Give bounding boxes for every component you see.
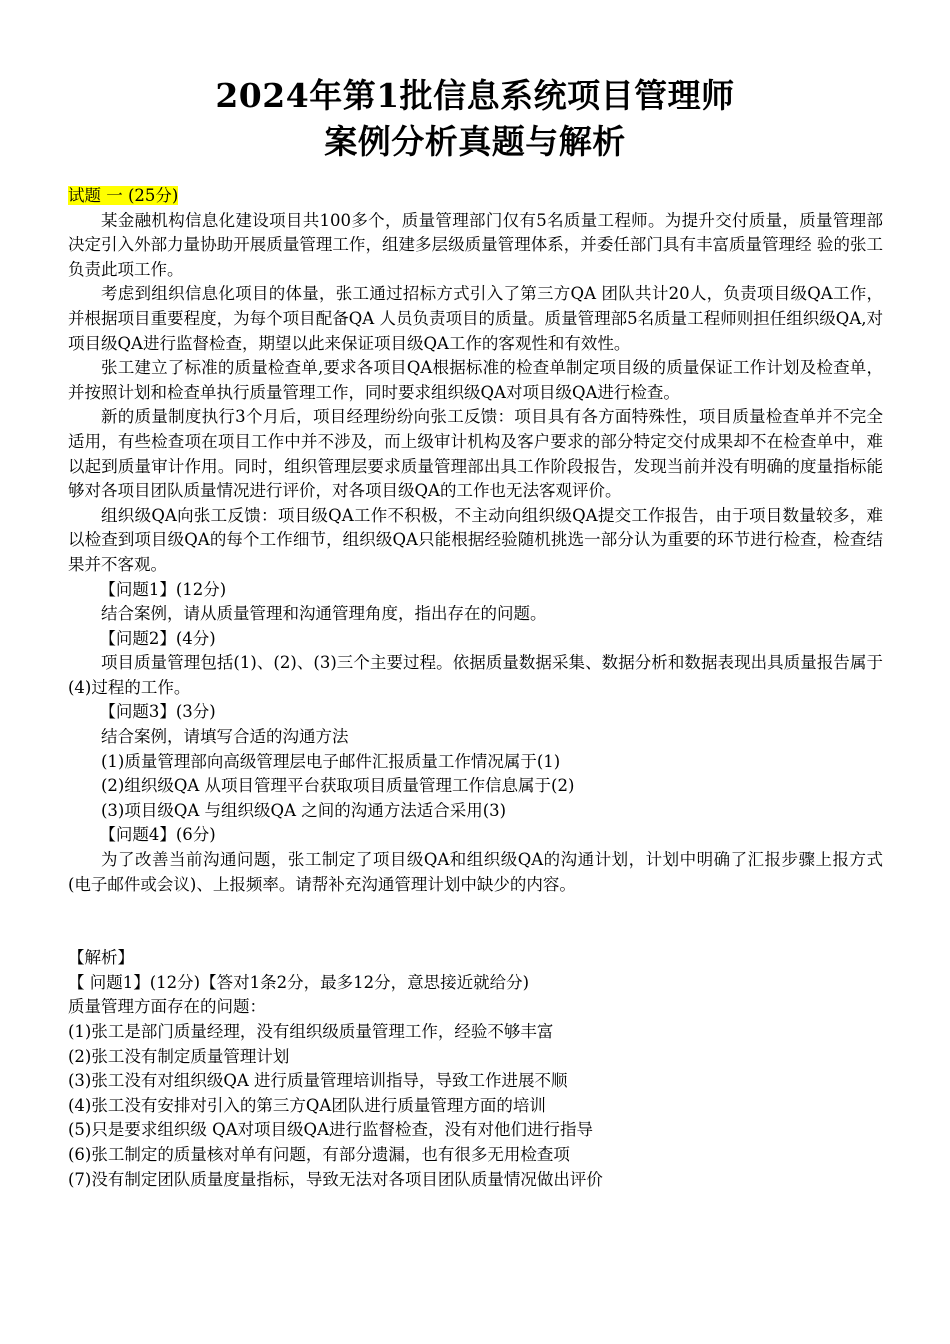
document-body (68, 184, 883, 1192)
document-title-line2: 案例分析真题与解析 (324, 122, 626, 161)
question-3-item-3: (3)项目级QA 与组织级QA 之间的沟通方法适合采用(3) (101, 800, 507, 820)
question-3-label: 【问题3】(3分) (99, 702, 216, 722)
analysis-question-1-line: 【 问题1】(12分)【答对1条2分，最多12分，意思接近就给分) (68, 972, 530, 992)
exam-question-heading: 试题 一 (25分) (68, 186, 179, 205)
case-paragraph-3: 张工建立了标准的质量检查单,要求各项目QA根据标准的检查单制定项目级的质量保证工作计划及检查单，并按照计划和检查单执行质量管理工作，同时要求组织级QA对项目级QA进行检查。 (68, 358, 883, 402)
question-3-item-2: (2)组织级QA 从项目管理平台获取项目质量管理工作信息属于(2) (101, 776, 575, 796)
analysis-item: (6)张工制定的质量核对单有问题，有部分遗漏，也有很多无用检查项 (68, 1144, 570, 1164)
analysis-item: (7)没有制定团队质量度量指标，导致无法对各项目团队质量情况做出评价 (68, 1169, 603, 1189)
section-spacer (68, 897, 883, 946)
analysis-heading: 【解析】 (68, 948, 134, 968)
case-paragraph-5: 组织级QA向张工反馈：项目级QA工作不积极，不主动向组织级QA提交工作报告，由于项目数量较多，难以检查到项目级QA的每个工作细节，组织级QA只能根据经验随机挑选一部分认为重要的环节进行检查，检查结果并不客观。 (68, 505, 883, 574)
case-paragraph-2: 考虑到组织信息化项目的体量，张工通过招标方式引入了第三方QA 团队共计20人，负责项目级QA工作，并根据项目重要程度，为每个项目配备QA 人员负责项目的质量。质量管理部5名质量工程师则担任组织级QA,对项目级QA进行监督检查，期望以此来保证项目级QA工作的客观性和有效性。 (68, 284, 883, 353)
analysis-item: (3)张工没有对组织级QA 进行质量管理培训指导，导致工作进展不顺 (68, 1071, 568, 1091)
question-3-text: 结合案例，请填写合适的沟通方法 (101, 727, 349, 747)
document-title-line1: 2024年第1批信息系统项目管理师 (215, 76, 735, 115)
analysis-item: (2)张工没有制定质量管理计划 (68, 1046, 290, 1066)
question-4-text: 为了改善当前沟通问题，张工制定了项目级QA和组织级QA的沟通计划，计划中明确了汇报步骤上报方式 (电子邮件或会议)、上报频率。请帮补充沟通管理计划中缺少的内容。 (68, 850, 883, 894)
analysis-subheading: 质量管理方面存在的问题： (68, 997, 266, 1017)
question-1-text: 结合案例，请从质量管理和沟通管理角度，指出存在的问题。 (101, 604, 547, 624)
question-2-text: 项目质量管理包括(1)、(2)、(3)三个主要过程。依据质量数据采集、数据分析和数据表现出具质量报告属于(4)过程的工作。 (68, 653, 883, 697)
question-4-label: 【问题4】(6分) (99, 825, 216, 845)
case-paragraph-1: 某金融机构信息化建设项目共100多个，质量管理部门仅有5名质量工程师。为提升交付质量，质量管理部决定引入外部力量协助开展质量管理工作，组建多层级质量管理体系，并委任部门具有丰富质量管理经 验的张工负责此项工作。 (68, 210, 883, 279)
analysis-item: (5)只是要求组织级 QA对项目级QA进行监督检查，没有对他们进行指导 (68, 1120, 594, 1140)
analysis-item: (4)张工没有安排对引入的第三方QA团队进行质量管理方面的培训 (68, 1095, 546, 1115)
question-3-item-1: (1)质量管理部向高级管理层电子邮件汇报质量工作情况属于(1) (101, 751, 561, 771)
analysis-item: (1)张工是部门质量经理，没有组织级质量管理工作，经验不够丰富 (68, 1022, 554, 1041)
case-paragraph-4: 新的质量制度执行3个月后，项目经理纷纷向张工反馈：项目具有各方面特殊性，项目质量检查单并不完全适用，有些检查项在项目工作中并不涉及，而上级审计机构及客户要求的部分特定交付成果却不在检查单中，难以起到质量审计作用。同时，组织管理层要求质量管理部出具工作阶段报告，发现当前并没有明确的度量指标能够对各项目团队质量情况进行评价，对各项目级QA的工作也无法客观评价。 (68, 407, 883, 501)
question-1-label: 【问题1】(12分) (99, 579, 227, 599)
question-2-label: 【问题2】(4分) (99, 628, 216, 648)
